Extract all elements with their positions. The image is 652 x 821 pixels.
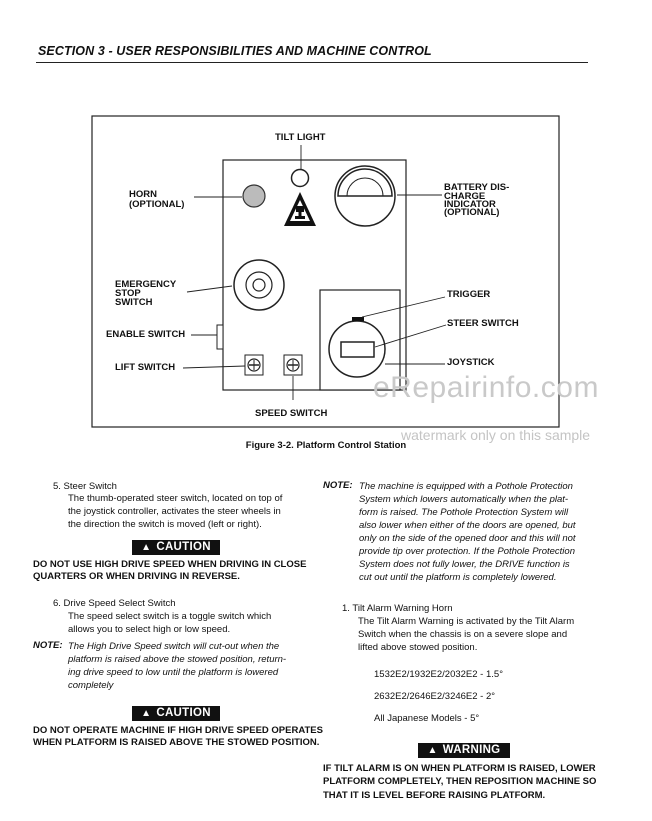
model-list-1: 1532E2/1932E2/2032E2 - 1.5° [374,669,503,680]
note2-line1: The machine is equipped with a Pothole Protection [359,481,573,492]
note2-line7: System does not fully lower, the DRIVE function is [359,559,570,570]
note1-line1: The High Drive Speed switch will cut-out when the [68,641,280,652]
note1-line4: completely [68,680,114,691]
caution-badge-2: ▲ CAUTION [132,706,220,721]
label-tilt-light: TILT LIGHT [275,132,326,143]
item6-line1: The speed select switch is a toggle switch which [68,611,272,622]
warning-icon: ▲ [141,542,152,553]
note2-line4: also lower when either of the doors are opened, but [359,520,576,531]
label-horn-optional: (OPTIONAL) [129,199,185,210]
watermark-sample: watermark only on this sample [401,427,591,443]
note2-line6: provide tip over protection. If the Pothole Protection [359,546,575,557]
note1-line3: ing drive speed to low until the platform is lowered [68,667,279,678]
note2-line8: cut out until the platform is completely lowered. [359,572,557,583]
caution-badge-1: ▲ CAUTION [132,540,220,555]
item6-title: 6. Drive Speed Select Switch [53,598,176,609]
model-list-2: 2632E2/2646E2/3246E2 - 2° [374,691,496,702]
warning-icon: ▲ [427,745,438,756]
figure-caption: Figure 3-2. Platform Control Station [245,440,407,451]
label-horn: HORN [129,189,157,200]
warning-icon: ▲ [141,708,152,719]
model-list-3: All Japanese Models - 5° [374,713,480,724]
caution2-line2: WHEN PLATFORM IS RAISED ABOVE THE STOWED POSITION. [33,737,320,748]
item5-line3: the direction the switch is moved (left or right). [68,519,262,530]
item1-line1: The Tilt Alarm Warning is activated by the Tilt Alarm [358,616,575,627]
label-enable-switch: ENABLE SWITCH [106,329,186,340]
note2-line3: form is raised. The Pothole Protection System will [359,507,569,518]
label-trigger: TRIGGER [447,289,491,300]
item1-line2: Switch when the chassis is on a severe slope and [358,629,568,640]
warning-line3: THAT IT IS LEVEL BEFORE RAISING PLATFORM. [323,790,546,801]
label-joystick: JOYSTICK [447,357,495,368]
warning-line1: IF TILT ALARM IS ON WHEN PLATFORM IS RAISED, LOWER [323,763,596,774]
watermark-brand: eRepairinfo.com [373,371,599,404]
label-estop-3: SWITCH [115,297,153,308]
item5-line2: the joystick controller, activates the steer wheels in [68,506,281,517]
caution2-line1: DO NOT OPERATE MACHINE IF HIGH DRIVE SPEED OPERATES [33,725,323,736]
item5-title: 5. Steer Switch [53,481,117,492]
section-header: SECTION 3 - USER RESPONSIBILITIES AND MACHINE CONTROL [38,44,432,58]
label-estop-1: EMERGENCY [115,279,177,290]
item6-line2: allows you to select high or low speed. [68,624,231,635]
note2-label: NOTE: [323,480,353,491]
note2-line5: only on the side of the opened door and this will not [359,533,576,544]
item5-line1: The thumb-operated steer switch, located on top of [68,493,283,504]
item1-title: 1. Tilt Alarm Warning Horn [342,603,453,614]
label-lift-switch: LIFT SWITCH [115,362,176,373]
item1-line3: lifted above stowed position. [358,642,478,653]
label-battery-3: INDICATOR [444,199,496,210]
tilt-light [292,170,309,187]
note1-line2: platform is raised above the stowed position, return- [68,654,287,665]
enable-switch-tab [217,325,223,349]
caution1-line1: DO NOT USE HIGH DRIVE SPEED WHEN DRIVING IN CLOSE [33,559,307,570]
warning-badge: ▲ WARNING [418,743,510,758]
horn-button [243,185,265,207]
label-speed-switch: SPEED SWITCH [255,408,328,419]
label-steer-switch: STEER SWITCH [447,318,519,329]
label-estop-2: STOP [115,288,141,299]
note2-line2: System which lowers automatically when the plat- [359,494,569,505]
speed-switch-toggle [284,355,302,375]
note1-label: NOTE: [33,640,63,651]
label-battery-4: (OPTIONAL) [444,207,500,218]
lift-switch-toggle [245,355,263,375]
label-battery-1: BATTERY DIS- [444,182,510,193]
warning-line2: PLATFORM COMPLETELY, THEN REPOSITION MACHINE SO [323,776,597,787]
label-battery-2: CHARGE [444,191,486,202]
caution1-line2: QUARTERS OR WHEN DRIVING IN REVERSE. [33,571,240,582]
trigger [352,317,364,321]
steer-switch [341,342,374,357]
